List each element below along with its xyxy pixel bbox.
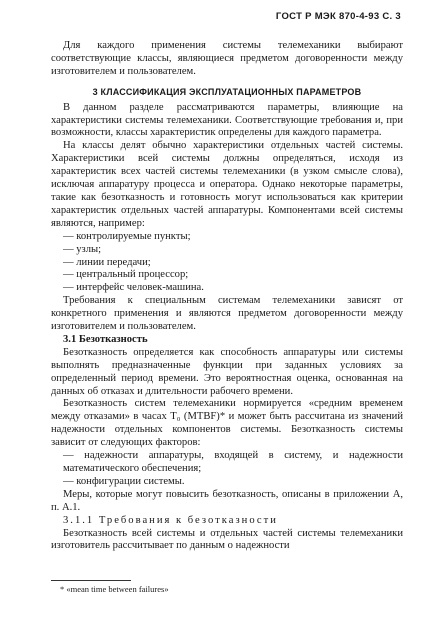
footnote: * «mean time between failures» bbox=[60, 584, 169, 594]
footnote-divider bbox=[51, 580, 131, 581]
paragraph: Безотказность систем телемеханики нормируется «средним временем между отказами» в часах T₀ (MTBF)* и может быть рассчитана из значений надежности отдельных компонентов системы. Безотказность системы зависит от следующих факторов: bbox=[51, 398, 403, 449]
paragraph: Безотказность всей системы и отдельных частей системы телемеханики изготовитель рассчитывает по данным о надежности bbox=[51, 527, 403, 552]
page-header: ГОСТ Р МЭК 870-4-93 С. 3 bbox=[275, 11, 401, 22]
paragraph: Требования к специальным системам телемеханики зависят от конкретного применения и являются предметом договоренности между изготовителем и пользователем. bbox=[51, 295, 403, 333]
list-item: — узлы; bbox=[63, 243, 102, 255]
section-heading: 3 КЛАССИФИКАЦИЯ ЭКСПЛУАТАЦИОННЫХ ПАРАМЕТРОВ bbox=[92, 86, 362, 97]
subsection-heading: 3.1.1 Требования к безотказности bbox=[63, 514, 278, 526]
paragraph: Для каждого применения системы телемеханики выбирают соответствующие классы, являющиеся предметом договоренности между изготовителем и пользователем. bbox=[51, 40, 403, 77]
paragraph: На классы делят обычно характеристики отдельных частей системы. Характеристики всей системы должны определяться, исходя из характеристик всех частей системы телемеханики (в узком смысле слова), исключая аппаратуру процесса и оператора. Однако некоторые параметры, такие как безотказность и готовность могут использоваться как критерии характеристик отдельных частей аппаратуры. Компонентами всей системы являются, например: bbox=[51, 140, 403, 229]
paragraph: В данном разделе рассматриваются параметры, влияющие на характеристики системы телемеханики. Соответствующие требования и, при возможности, классы характеристик определены для каждого параметра. bbox=[51, 101, 403, 139]
paragraph: Меры, которые могут повысить безотказность, описаны в приложении А, п. А.1. bbox=[51, 488, 403, 513]
list-item: — линии передачи; bbox=[63, 256, 151, 268]
list-item: — конфигурации системы. bbox=[63, 475, 185, 487]
document-body bbox=[51, 40, 403, 553]
list-item: — надежности аппаратуры, входящей в систему, и надежности математического обеспечения; bbox=[63, 450, 403, 474]
list-item: — интерфейс человек-машина. bbox=[63, 282, 204, 294]
list-item: — центральный процессор; bbox=[63, 269, 189, 281]
subsection-heading: 3.1 Безотказность bbox=[63, 333, 148, 345]
list-item: — контролируемые пункты; bbox=[63, 230, 191, 242]
components-list bbox=[51, 231, 403, 296]
paragraph: Безотказность определяется как способность аппаратуры или системы выполнять предназначенные функции при заданных условиях за определенный период времени. Это вероятностная оценка, основанная на данных об отказах и длительности рабочего времени. bbox=[51, 346, 403, 397]
factors-list bbox=[51, 450, 403, 489]
